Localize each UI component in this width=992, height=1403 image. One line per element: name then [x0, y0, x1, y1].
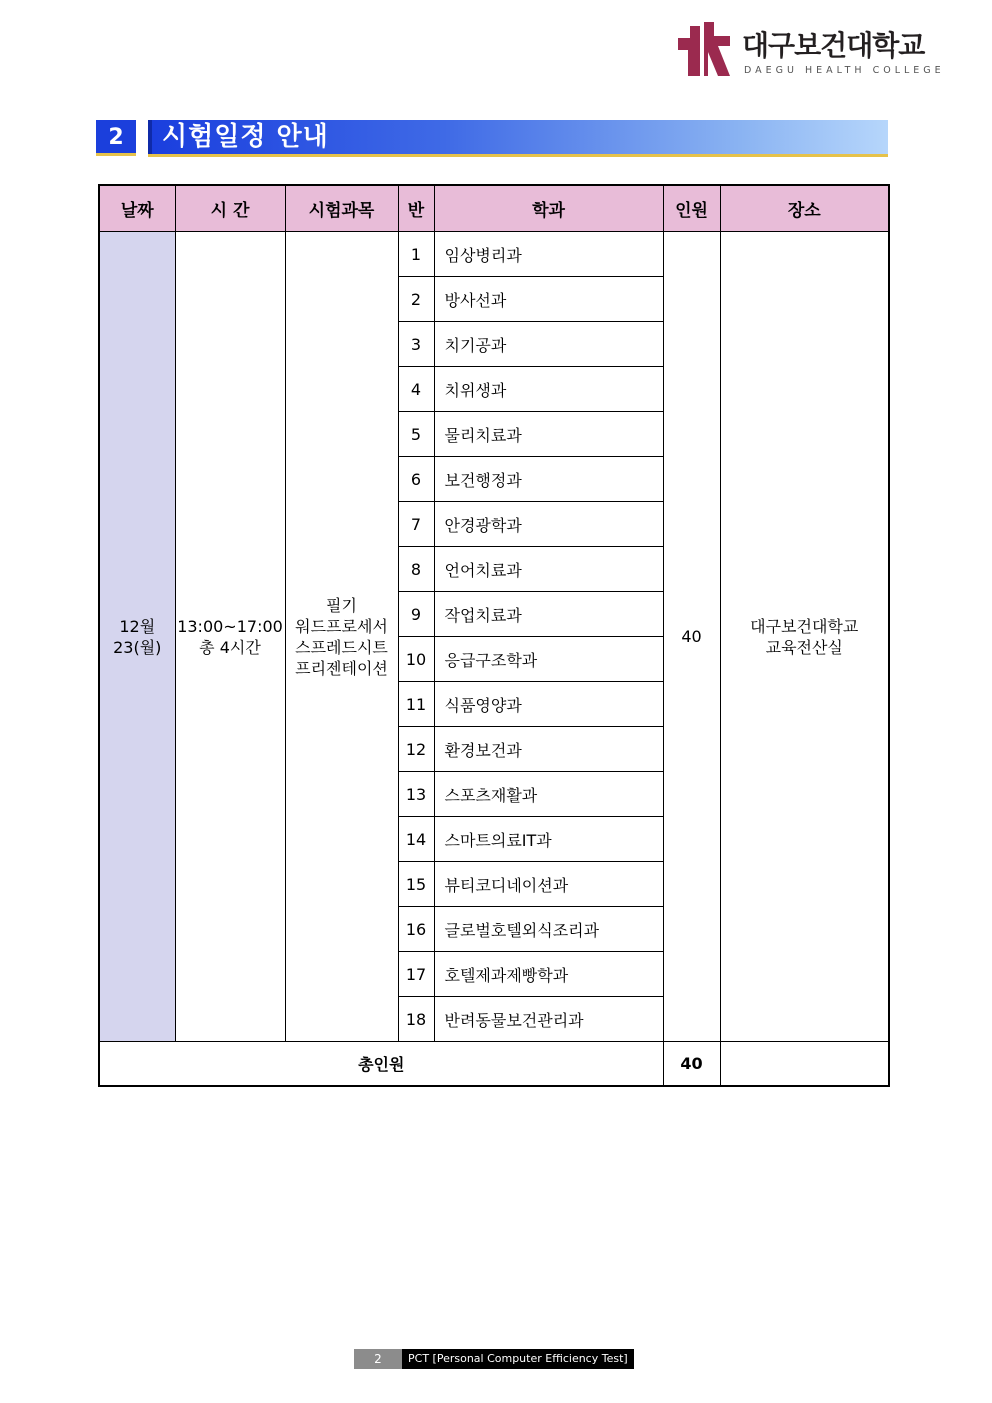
subject-item: 프리젠테이션	[295, 658, 388, 678]
class-number: 4	[398, 367, 434, 412]
place-room: 교육전산실	[765, 637, 843, 657]
logo-name: 대구보건대학교	[742, 29, 925, 62]
class-number: 3	[398, 322, 434, 367]
time-total: 총 4시간	[199, 637, 261, 657]
header-place: 장소	[720, 185, 889, 232]
dept-name: 치기공과	[434, 322, 663, 367]
class-number: 10	[398, 637, 434, 682]
class-number: 8	[398, 547, 434, 592]
time-cell	[175, 232, 285, 1042]
date-day: 23(월)	[113, 637, 162, 657]
class-number: 12	[398, 727, 434, 772]
section-number: 2	[96, 120, 136, 156]
class-number: 5	[398, 412, 434, 457]
dept-name: 치위생과	[434, 367, 663, 412]
total-empty-cell	[720, 1042, 889, 1087]
class-number: 7	[398, 502, 434, 547]
class-number: 16	[398, 907, 434, 952]
college-logo	[678, 22, 945, 82]
header-dept: 학과	[434, 185, 663, 232]
class-number: 17	[398, 952, 434, 997]
dept-name: 뷰티코디네이션과	[434, 862, 663, 907]
dept-name: 보건행정과	[434, 457, 663, 502]
footer-label: PCT [Personal Computer Efficiency Test]	[402, 1349, 634, 1369]
dept-name: 방사선과	[434, 277, 663, 322]
dept-name: 글로벌호텔외식조리과	[434, 907, 663, 952]
table-row	[99, 232, 889, 277]
dept-name: 식품영양과	[434, 682, 663, 727]
subject-item: 워드프로세서	[295, 616, 388, 636]
class-number: 2	[398, 277, 434, 322]
section-title-bar	[148, 120, 888, 157]
place-building: 대구보건대학교	[750, 616, 859, 636]
class-number: 18	[398, 997, 434, 1042]
college-emblem-icon	[678, 22, 730, 76]
dept-name: 스포츠재활과	[434, 772, 663, 817]
subject-item: 필기	[326, 595, 357, 615]
class-number: 13	[398, 772, 434, 817]
dept-name: 언어치료과	[434, 547, 663, 592]
dept-name: 작업치료과	[434, 592, 663, 637]
total-row	[99, 1042, 889, 1087]
header-date: 날짜	[99, 185, 175, 232]
header-class: 반	[398, 185, 434, 232]
header-subject: 시험과목	[285, 185, 398, 232]
total-value: 40	[663, 1042, 720, 1087]
place-cell	[720, 232, 889, 1042]
date-month: 12월	[119, 616, 156, 636]
header-time: 시 간	[175, 185, 285, 232]
class-number: 9	[398, 592, 434, 637]
page-number: 2	[354, 1349, 402, 1369]
dept-name: 임상병리과	[434, 232, 663, 277]
time-range: 13:00~17:00	[177, 616, 283, 636]
dept-name: 물리치료과	[434, 412, 663, 457]
dept-name: 스마트의료IT과	[434, 817, 663, 862]
subject-cell	[285, 232, 398, 1042]
class-number: 14	[398, 817, 434, 862]
class-number: 15	[398, 862, 434, 907]
exam-schedule-table	[98, 184, 890, 1087]
total-label: 총인원	[99, 1042, 663, 1087]
header-count: 인원	[663, 185, 720, 232]
date-cell	[99, 232, 175, 1042]
dept-name: 안경광학과	[434, 502, 663, 547]
subject-item: 스프레드시트	[295, 637, 388, 657]
dept-name: 응급구조학과	[434, 637, 663, 682]
dept-name: 반려동물보건관리과	[434, 997, 663, 1042]
count-cell: 40	[663, 232, 720, 1042]
dept-name: 호텔제과제빵학과	[434, 952, 663, 997]
class-number: 1	[398, 232, 434, 277]
class-number: 11	[398, 682, 434, 727]
page-footer	[354, 1349, 634, 1369]
logo-subtitle: DAEGU HEALTH COLLEGE	[744, 65, 945, 76]
class-number: 6	[398, 457, 434, 502]
section-title: 시험일정 안내	[162, 122, 329, 152]
dept-name: 환경보건과	[434, 727, 663, 772]
